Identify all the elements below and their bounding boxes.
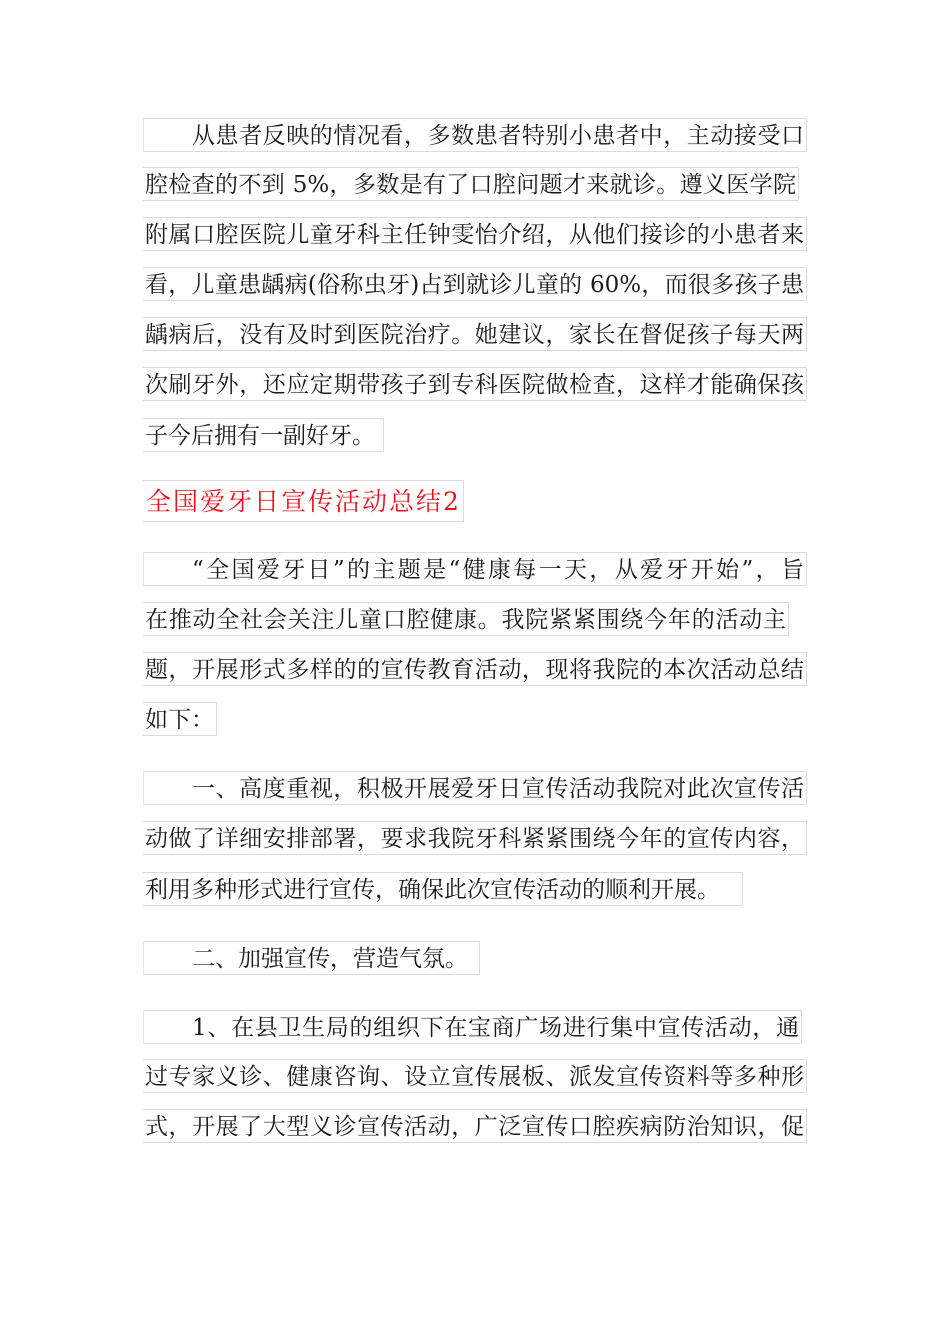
paragraph-2-line-3: 题，开展形式多样的的宣传教育活动，现将我院的本次活动总结 [143,652,807,686]
paragraph-1-line-1: 从患者反映的情况看，多数患者特别小患者中，主动接受口 [143,118,807,152]
paragraph-5-line-3: 式，开展了大型义诊宣传活动，广泛宣传口腔疾病防治知识，促 [143,1109,807,1143]
paragraph-2-line-4: 如下： [143,702,217,736]
paragraph-3-line-1: 一、高度重视，积极开展爱牙日宣传活动我院对此次宣传活 [143,771,807,805]
paragraph-2-line-1: “全国爱牙日”的主题是“健康每一天，从爱牙开始”，旨 [143,552,807,586]
paragraph-1-line-3: 附属口腔医院儿童牙科主任钟雯怡介绍，从他们接诊的小患者来 [143,217,807,251]
paragraph-1-line-7: 子今后拥有一副好牙。 [143,418,384,452]
paragraph-3-line-2: 动做了详细安排部署，要求我院牙科紧紧围绕今年的宣传内容， [143,821,807,855]
paragraph-1-line-4: 看，儿童患龋病(俗称虫牙)占到就诊儿童的 60%，而很多孩子患 [143,267,807,301]
paragraph-5-line-1: 1、在县卫生局的组织下在宝商广场进行集中宣传活动，通 [143,1010,802,1044]
paragraph-1-line-6: 次刷牙外，还应定期带孩子到专科医院做检查，这样才能确保孩 [143,367,807,401]
section-heading: 全国爱牙日宣传活动总结2 [143,480,464,522]
paragraph-5-line-2: 过专家义诊、健康咨询、设立宣传展板、派发宣传资料等多种形 [143,1059,807,1093]
paragraph-2-line-2: 在推动全社会关注儿童口腔健康。我院紧紧围绕今年的活动主 [143,602,789,636]
paragraph-1-line-2: 腔检查的不到 5%，多数是有了口腔问题才来就诊。遵义医学院 [143,167,799,201]
paragraph-3-line-3: 利用多种形式进行宣传，确保此次宣传活动的顺利开展。 [143,872,743,906]
paragraph-4-line-1: 二、加强宣传，营造气氛。 [143,941,480,975]
paragraph-1-line-5: 龋病后，没有及时到医院治疗。她建议，家长在督促孩子每天两 [143,317,807,351]
